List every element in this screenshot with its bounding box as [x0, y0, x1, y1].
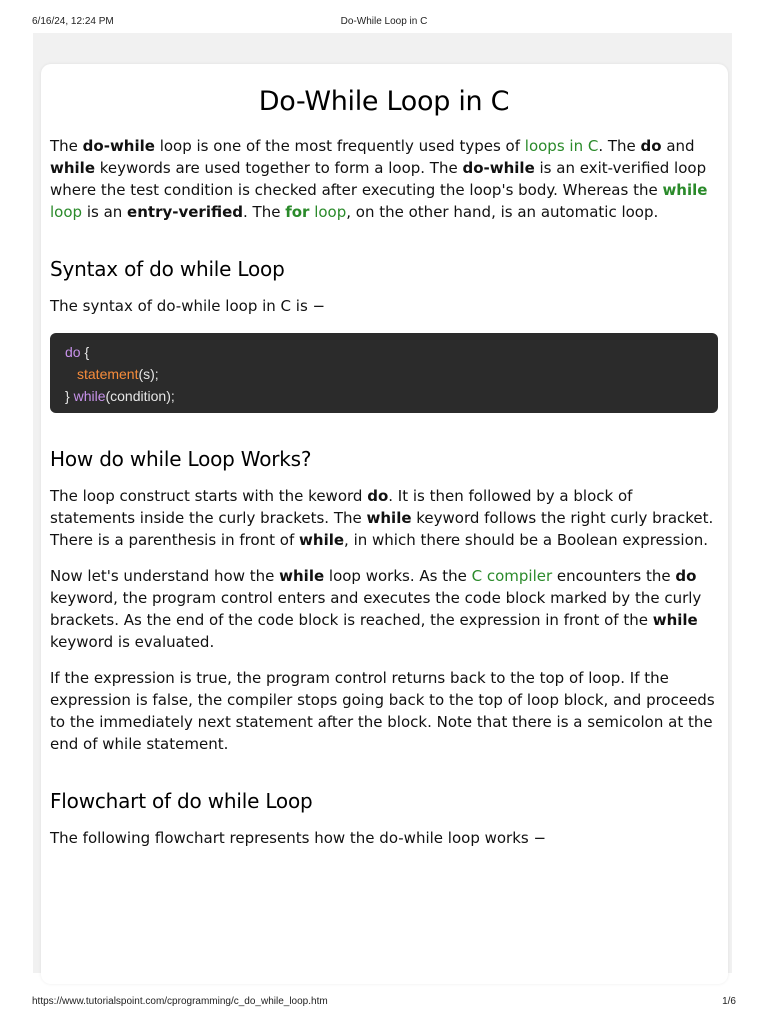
keyword-bold: while	[652, 611, 698, 629]
flowchart-heading: Flowchart of do while Loop	[50, 789, 313, 813]
code-line	[65, 341, 703, 363]
print-title: Do-While Loop in C	[340, 16, 428, 27]
text-span: , on the other hand, is an automatic loop.	[346, 203, 659, 221]
syntax-text: The syntax of do-while loop in C is −	[50, 297, 326, 315]
text-span: The	[50, 137, 83, 155]
how-paragraph-2	[50, 565, 718, 653]
how-heading: How do while Loop Works?	[50, 447, 312, 471]
text-span: Now let's understand how the	[50, 567, 280, 585]
keyword-bold: while	[279, 567, 325, 585]
syntax-heading: Syntax of do while Loop	[50, 257, 285, 281]
text-span: encounters the	[552, 567, 676, 585]
text-span: and	[661, 137, 695, 155]
print-url: https://www.tutorialspoint.com/cprogramming/c_do_while_loop.htm	[32, 996, 328, 1007]
keyword-bold: do	[640, 137, 662, 155]
keyword-bold: while	[299, 531, 345, 549]
intro-paragraph	[50, 135, 718, 223]
for-loop-link[interactable]	[285, 203, 346, 221]
c-compiler-link[interactable]: C compiler	[471, 567, 553, 585]
text-span: . The	[598, 137, 641, 155]
flowchart-text: The following flowchart represents how the do-while loop works −	[50, 829, 547, 847]
text-span: . It is then followed by a block of statements inside the curly brackets. The	[50, 487, 633, 527]
code-identifier: statement	[77, 366, 139, 382]
link-text: loop	[50, 203, 83, 221]
keyword-bold: entry-verified	[127, 203, 243, 221]
while-keyword: while	[662, 181, 708, 199]
how-paragraph-1	[50, 485, 718, 551]
link-text: loop	[309, 203, 347, 221]
code-text: }	[65, 388, 74, 404]
article-card	[41, 64, 728, 984]
text-span: , in which there should be a Boolean expression.	[344, 531, 709, 549]
page-frame	[33, 33, 732, 973]
keyword-bold: while	[366, 509, 412, 527]
keyword-bold: do	[675, 567, 697, 585]
text-span: The loop construct starts with the keword	[50, 487, 368, 505]
code-block[interactable]	[50, 333, 718, 413]
text-span: is an	[82, 203, 128, 221]
how-paragraph-3: If the expression is true, the program control returns back to the top of loop. If the expression is false, the compiler stops going back to the top of loop block, and proceeds to the immediately next statement after the block. Note that there is a semicolon at the end of while statement.	[50, 669, 715, 753]
for-keyword: for	[285, 203, 310, 221]
text-span: keywords are used together to form a loop. The	[95, 159, 463, 177]
code-line	[65, 363, 703, 385]
keyword-bold: do-while	[82, 137, 155, 155]
loops-in-c-link[interactable]: loops in C	[524, 137, 599, 155]
code-text: (s);	[138, 366, 159, 382]
code-text: {	[80, 344, 90, 360]
code-keyword: do	[65, 344, 81, 360]
print-footer	[0, 994, 768, 1010]
print-header	[0, 14, 768, 30]
text-span: keyword is evaluated.	[50, 633, 215, 651]
keyword-bold: do-while	[462, 159, 535, 177]
text-span: keyword, the program control enters and executes the code block marked by the curly brackets. As the end of the code block is reached, the expression in front of the	[50, 589, 702, 629]
keyword-bold: do	[367, 487, 389, 505]
text-span: . The	[243, 203, 286, 221]
text-span: loop is one of the most frequently used types of	[154, 137, 525, 155]
text-span: keyword follows the right curly bracket. There is a parenthesis in front of	[50, 509, 714, 549]
code-keyword: while	[73, 388, 106, 404]
print-datetime: 6/16/24, 12:24 PM	[32, 16, 114, 27]
page-title: Do-While Loop in C	[258, 86, 510, 117]
page-number: 1/6	[722, 996, 736, 1007]
code-text: (condition);	[105, 388, 175, 404]
text-span: is an exit-verified loop where the test condition is checked after executing the loop's body. Whereas the	[50, 159, 707, 199]
keyword-bold: while	[50, 159, 95, 177]
code-line	[65, 385, 703, 407]
article-content	[50, 86, 718, 863]
text-span: loop works. As the	[324, 567, 472, 585]
